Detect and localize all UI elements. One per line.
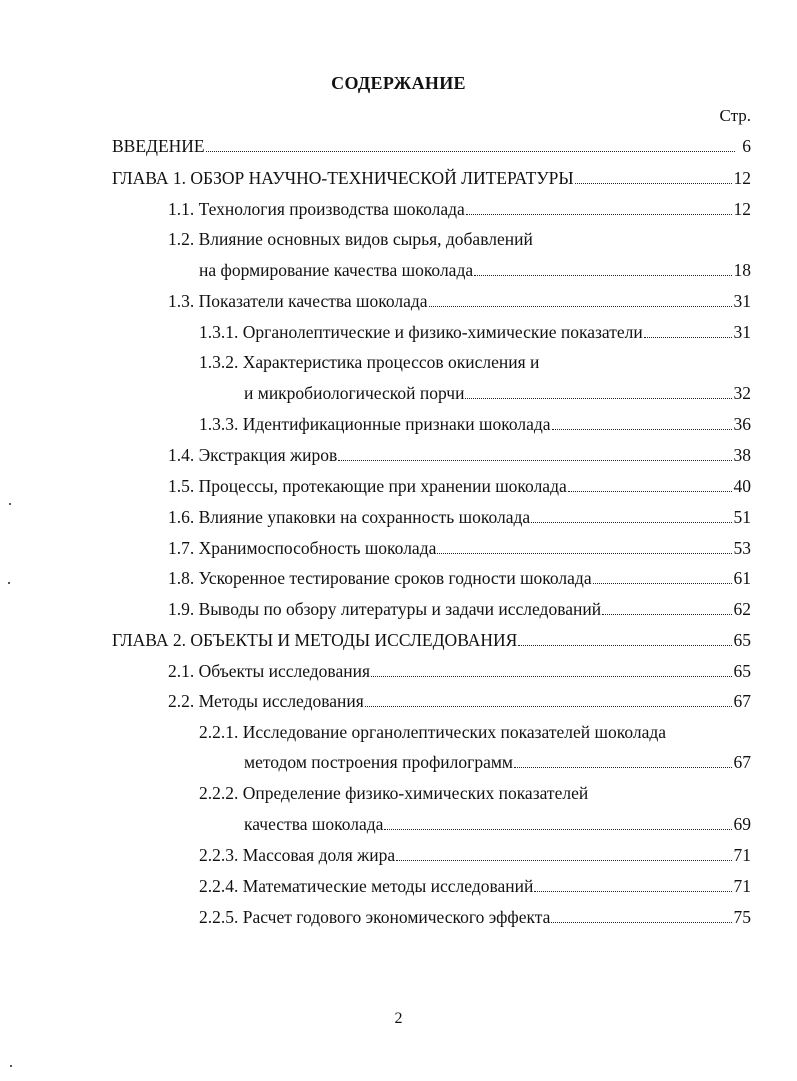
toc-entry-page: 32 [733, 383, 751, 403]
leader-dots [474, 275, 731, 276]
leader-dots [338, 460, 731, 461]
toc-entry-page: 40 [733, 476, 751, 496]
toc-entry-page: 71 [733, 876, 751, 896]
toc-entry-text: 1.3.3. Идентификационные признаки шоколада [199, 414, 551, 434]
toc-entry-2-2-2-line1: 2.2.2. Определение физико-химических показателей [199, 783, 589, 803]
toc-entry-page: 53 [733, 538, 751, 558]
toc-entry-1-1[interactable] [168, 198, 751, 220]
toc-entry-page: 51 [733, 507, 751, 527]
scan-speck [8, 582, 10, 584]
leader-dots [552, 429, 732, 430]
toc-entry-text: 2.2.3. Массовая доля жира [199, 845, 396, 865]
leader-dots [644, 337, 732, 338]
toc-entry-2-2-5[interactable] [199, 906, 751, 928]
toc-entry-page: 69 [733, 814, 751, 834]
toc-entry-text: качества шоколада [244, 814, 384, 834]
leader-dots [206, 151, 735, 152]
toc-entry-text: 2.2. Методы исследования [168, 691, 364, 711]
toc-entry-text: ВВЕДЕНИЕ [112, 136, 205, 156]
toc-entry-page: 67 [733, 752, 751, 772]
toc-entry-text: 2.1. Объекты исследования [168, 661, 371, 681]
toc-entry-text: 2.2.4. Математические методы исследований [199, 876, 534, 896]
leader-dots [518, 645, 731, 646]
leader-dots [437, 553, 731, 554]
scan-speck [9, 503, 11, 505]
toc-entry-text: 1.9. Выводы по обзору литературы и задачи исследований [168, 599, 602, 619]
toc-entry-1-6[interactable] [168, 506, 751, 528]
toc-entry-1-4[interactable] [168, 444, 751, 466]
toc-entry-2-2[interactable] [168, 690, 751, 712]
toc-entry-page: 38 [733, 445, 751, 465]
toc-entry-1-5[interactable] [168, 475, 751, 497]
leader-dots [466, 214, 732, 215]
leader-dots [429, 306, 732, 307]
page-column-label: Стр. [719, 106, 751, 125]
toc-entry-text: 1.8. Ускоренное тестирование сроков годности шоколада [168, 568, 592, 588]
toc-entry-page: 31 [733, 291, 751, 311]
toc-entry-text: 1.3. Показатели качества шоколада [168, 291, 428, 311]
toc-entry-page: 6 [742, 136, 751, 156]
toc-entry-text: 1.4. Экстракция жиров [168, 445, 338, 465]
toc-entry-page: 67 [733, 691, 751, 711]
toc-entry-1-8[interactable] [168, 567, 751, 589]
leader-dots [551, 922, 731, 923]
leader-dots [365, 706, 732, 707]
toc-entry-page: 31 [733, 322, 751, 342]
toc-entry-1-3-2[interactable] [244, 382, 751, 404]
toc-entry-1-7[interactable] [168, 537, 751, 559]
toc-entry-2-2-4[interactable] [199, 875, 751, 897]
scan-speck [10, 1065, 12, 1067]
toc-entry-text: 2.2.5. Расчет годового экономического эффекта [199, 907, 551, 927]
leader-dots [593, 583, 732, 584]
toc-entry-text: и микробиологической порчи [244, 383, 465, 403]
toc-entry-text: 1.1. Технология производства шоколада [168, 199, 465, 219]
toc-entry-text: ГЛАВА 1. ОБЗОР НАУЧНО-ТЕХНИЧЕСКОЙ ЛИТЕРАТУРЫ [112, 168, 574, 188]
leader-dots [575, 183, 732, 184]
toc-entry-2-2-1[interactable] [244, 751, 751, 773]
toc-entry-2-1[interactable] [168, 660, 751, 682]
leader-dots [465, 398, 731, 399]
toc-entry-2-2-2[interactable] [244, 813, 751, 835]
leader-dots [531, 522, 731, 523]
toc-entry-2-2-1-line1: 2.2.1. Исследование органолептических показателей шоколада [199, 722, 667, 742]
page-title: СОДЕРЖАНИЕ [331, 73, 466, 93]
toc-entry-intro[interactable] [112, 135, 751, 157]
toc-entry-text: ГЛАВА 2. ОБЪЕКТЫ И МЕТОДЫ ИССЛЕДОВАНИЯ [112, 630, 518, 650]
toc-entry-1-3-3[interactable] [199, 413, 751, 435]
toc-entry-2-2-3[interactable] [199, 844, 751, 866]
toc-entry-page: 61 [733, 568, 751, 588]
toc-entry-page: 36 [733, 414, 751, 434]
toc-entry-text: 1.3.1. Органолептические и физико-химические показатели [199, 322, 643, 342]
leader-dots [534, 891, 731, 892]
leader-dots [396, 860, 731, 861]
toc-entry-text: на формирование качества шоколада [199, 260, 474, 280]
toc-entry-page: 12 [733, 199, 751, 219]
page-number: 2 [394, 1010, 403, 1027]
toc-entry-page: 71 [733, 845, 751, 865]
toc-entry-page: 65 [733, 661, 751, 681]
toc-entry-1-9[interactable] [168, 598, 751, 620]
toc-entry-page: 18 [733, 260, 751, 280]
toc-entry-page: 62 [733, 599, 751, 619]
toc-entry-text: методом построения профилограмм [244, 752, 513, 772]
leader-dots [384, 829, 731, 830]
leader-dots [371, 676, 731, 677]
toc-entry-1-3-2-line1: 1.3.2. Характеристика процессов окисления и [199, 352, 540, 372]
leader-dots [514, 767, 732, 768]
toc-entry-chapter-2[interactable] [112, 629, 751, 651]
toc-entry-text: 1.6. Влияние упаковки на сохранность шоколада [168, 507, 531, 527]
toc-entry-1-2-line1: 1.2. Влияние основных видов сырья, добавлений [168, 229, 533, 249]
leader-dots [602, 614, 731, 615]
toc-entry-page: 75 [733, 907, 751, 927]
toc-entry-chapter-1[interactable] [112, 167, 751, 189]
toc-entry-1-3[interactable] [168, 290, 751, 312]
toc-entry-text: 1.7. Хранимоспособность шоколада [168, 538, 437, 558]
toc-entry-page: 65 [733, 630, 751, 650]
leader-dots [568, 491, 732, 492]
toc-entry-text: 1.5. Процессы, протекающие при хранении шоколада [168, 476, 567, 496]
toc-entry-1-2[interactable] [199, 259, 751, 281]
toc-entry-1-3-1[interactable] [199, 321, 751, 343]
toc-entry-page: 12 [733, 168, 751, 188]
